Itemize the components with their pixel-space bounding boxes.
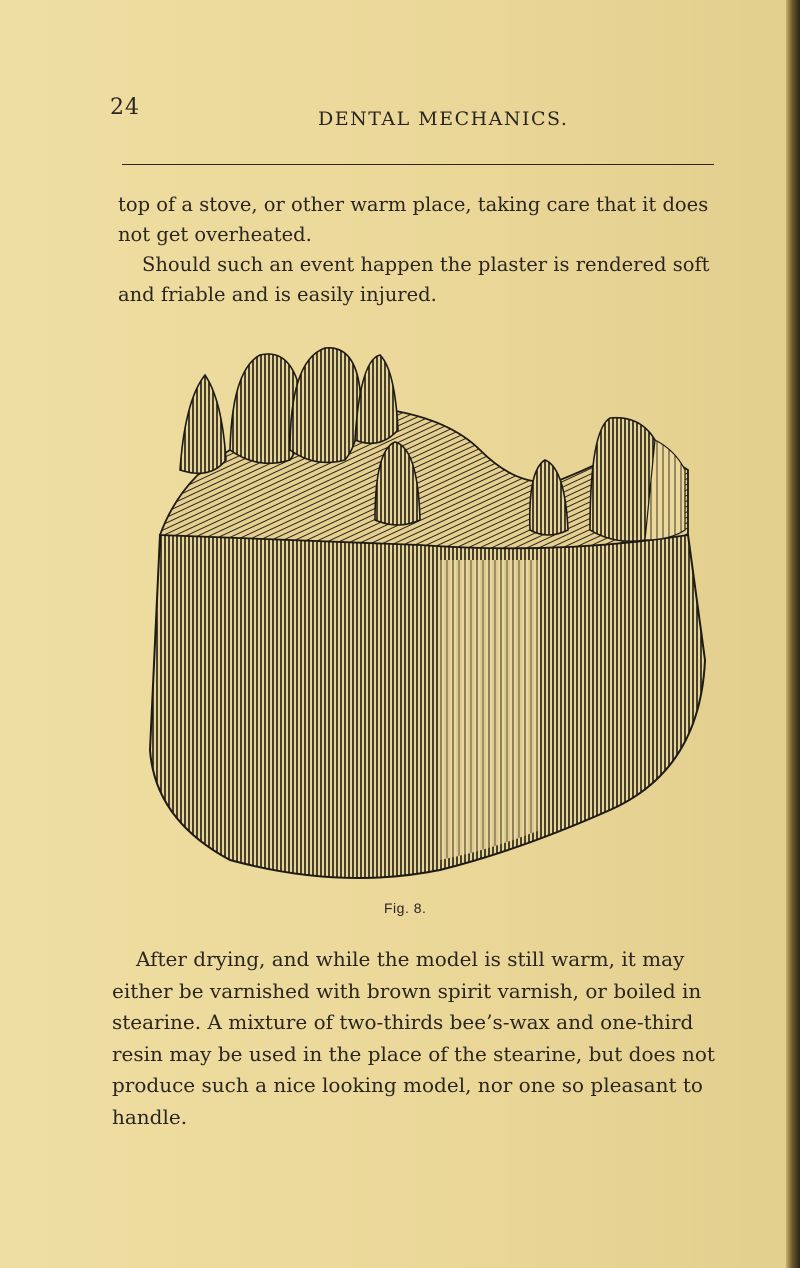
tooth-right-1 [530, 460, 568, 535]
tooth-premolar [355, 355, 398, 443]
text-line: not get overheated. [118, 223, 312, 246]
header-rule [122, 164, 714, 165]
page-number: 24 [110, 95, 140, 120]
text-line: and friable and is easily injured. [118, 283, 437, 306]
text-line: handle. [112, 1104, 188, 1129]
figure-caption: Fig. 8. [384, 900, 427, 916]
text-line: After drying, and while the model is still warm, it may [136, 947, 685, 971]
book-spine-edge [786, 0, 800, 1268]
tooth-molar-2 [290, 348, 360, 463]
text-line: resin may be used in the place of the stearine, but does not [112, 1041, 715, 1066]
plaster-model-illustration [140, 330, 720, 890]
bottom-text-block [112, 944, 718, 1133]
tooth-canine [180, 375, 226, 473]
text-line: Should such an event happen the plaster is rendered soft [142, 253, 710, 276]
text-line: stearine. A mixture of two-thirds bee’s-wax and one-third [112, 1010, 694, 1034]
text-line: produce such a nice looking model, nor one so pleasant to [112, 1073, 703, 1097]
text-line: top of a stove, or other warm place, taking care that it does [118, 193, 709, 216]
top-text-block [118, 190, 718, 310]
text-line: either be varnished with brown spirit varnish, or boiled in [112, 978, 702, 1003]
model-base [150, 535, 705, 878]
running-title: DENTAL MECHANICS. [318, 108, 569, 130]
